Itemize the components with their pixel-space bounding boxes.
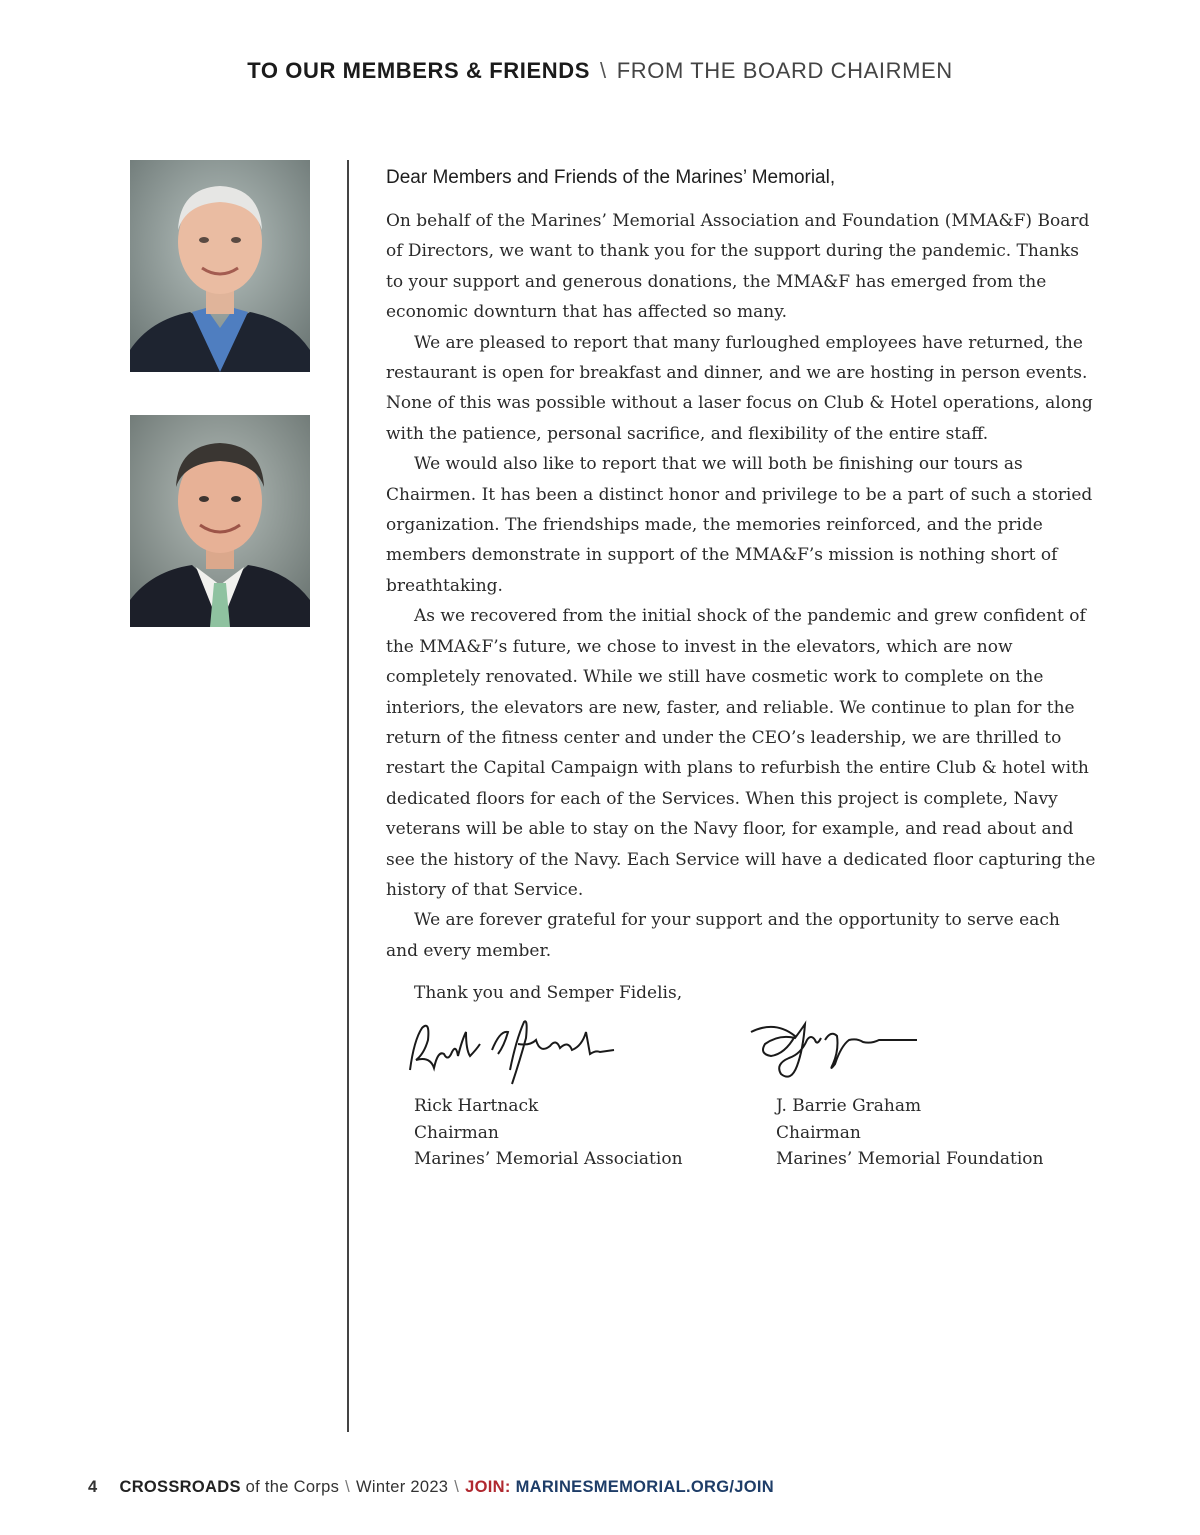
letter-closing: Thank you and Semper Fidelis, [414, 983, 683, 1004]
letter-paragraph: We would also like to report that we will both be finishing our tours as Chairmen. It has been a distinct honor and privilege to be a part of such a storied organization. The friendships made, the memories reinforced, and the pride members demonstrate in support of the MMA&F’s mission is nothing short of breathtaking. [386, 454, 1093, 596]
signatory-organization: Marines’ Memorial Association [414, 1149, 683, 1169]
footer-separator: \ [345, 1478, 351, 1496]
portrait-rick-hartnack [130, 160, 310, 372]
vertical-divider [347, 160, 349, 1432]
signatory-name: Rick Hartnack [414, 1096, 539, 1116]
page-header [0, 58, 1200, 84]
letter-salutation: Dear Members and Friends of the Marines’ Memorial, [386, 167, 836, 188]
page-footer [88, 1478, 774, 1497]
letter-paragraph: As we recovered from the initial shock of the pandemic and grew confident of the MMA&F’s future, we chose to invest in the elevators, which are now completely renovated. While we still have cosmetic work to complete on the interiors, the elevators are new, faster, and reliable. We continue to plan for the return of the fitness center and under the CEO’s leadership, we are thrilled to restart the Capital Campaign with plans to refurbish the entire Club & hotel with dedicated floors for each of the Services. When this project is complete, Navy veterans will be able to stay on the Navy floor, for example, and read about and see the history of the Navy. Each Service will have a dedicated floor capturing the history of that Service. [386, 606, 1096, 900]
join-link[interactable]: MARINESMEMORIAL.ORG/JOIN [515, 1478, 774, 1496]
footer-separator: \ [454, 1478, 460, 1496]
page-number: 4 [88, 1478, 98, 1496]
magazine-name: CROSSROADS [119, 1478, 241, 1496]
signature-hartnack [400, 1010, 620, 1085]
portrait-j-barrie-graham [130, 415, 310, 627]
section-title: TO OUR MEMBERS & FRIENDS [247, 58, 590, 83]
section-subtitle: FROM THE BOARD CHAIRMEN [616, 58, 953, 83]
letter-paragraph: On behalf of the Marines’ Memorial Association and Foundation (MMA&F) Board of Directors, we want to thank you for the support during the pandemic. Thanks to your support and generous donations, the MMA&F has emerged from the economic downturn that has affected so many. [386, 211, 1090, 323]
signature-block-hartnack [400, 1010, 730, 1173]
signatory-title: Chairman [776, 1122, 861, 1143]
header-separator: \ [600, 58, 607, 83]
signatory-name: J. Barrie Graham [776, 1096, 922, 1116]
letter-body [386, 166, 1096, 1008]
magazine-name-rest: of the Corps [240, 1478, 340, 1496]
join-label: JOIN: [465, 1478, 511, 1496]
signatory-organization: Marines’ Memorial Foundation [776, 1149, 1044, 1169]
signatory-title: Chairman [414, 1122, 499, 1143]
issue-label: Winter 2023 [356, 1478, 449, 1496]
signature-block-graham [745, 1010, 1075, 1173]
signature-graham [745, 1010, 965, 1085]
letter-paragraph: We are forever grateful for your support and the opportunity to serve each and every member. [386, 910, 1060, 961]
letter-paragraph: We are pleased to report that many furloughed employees have returned, the restaurant is open for breakfast and dinner, and we are hosting in person events. None of this was possible without a laser focus on Club & Hotel operations, along with the patience, personal sacrifice, and flexibility of the entire staff. [386, 332, 1093, 444]
